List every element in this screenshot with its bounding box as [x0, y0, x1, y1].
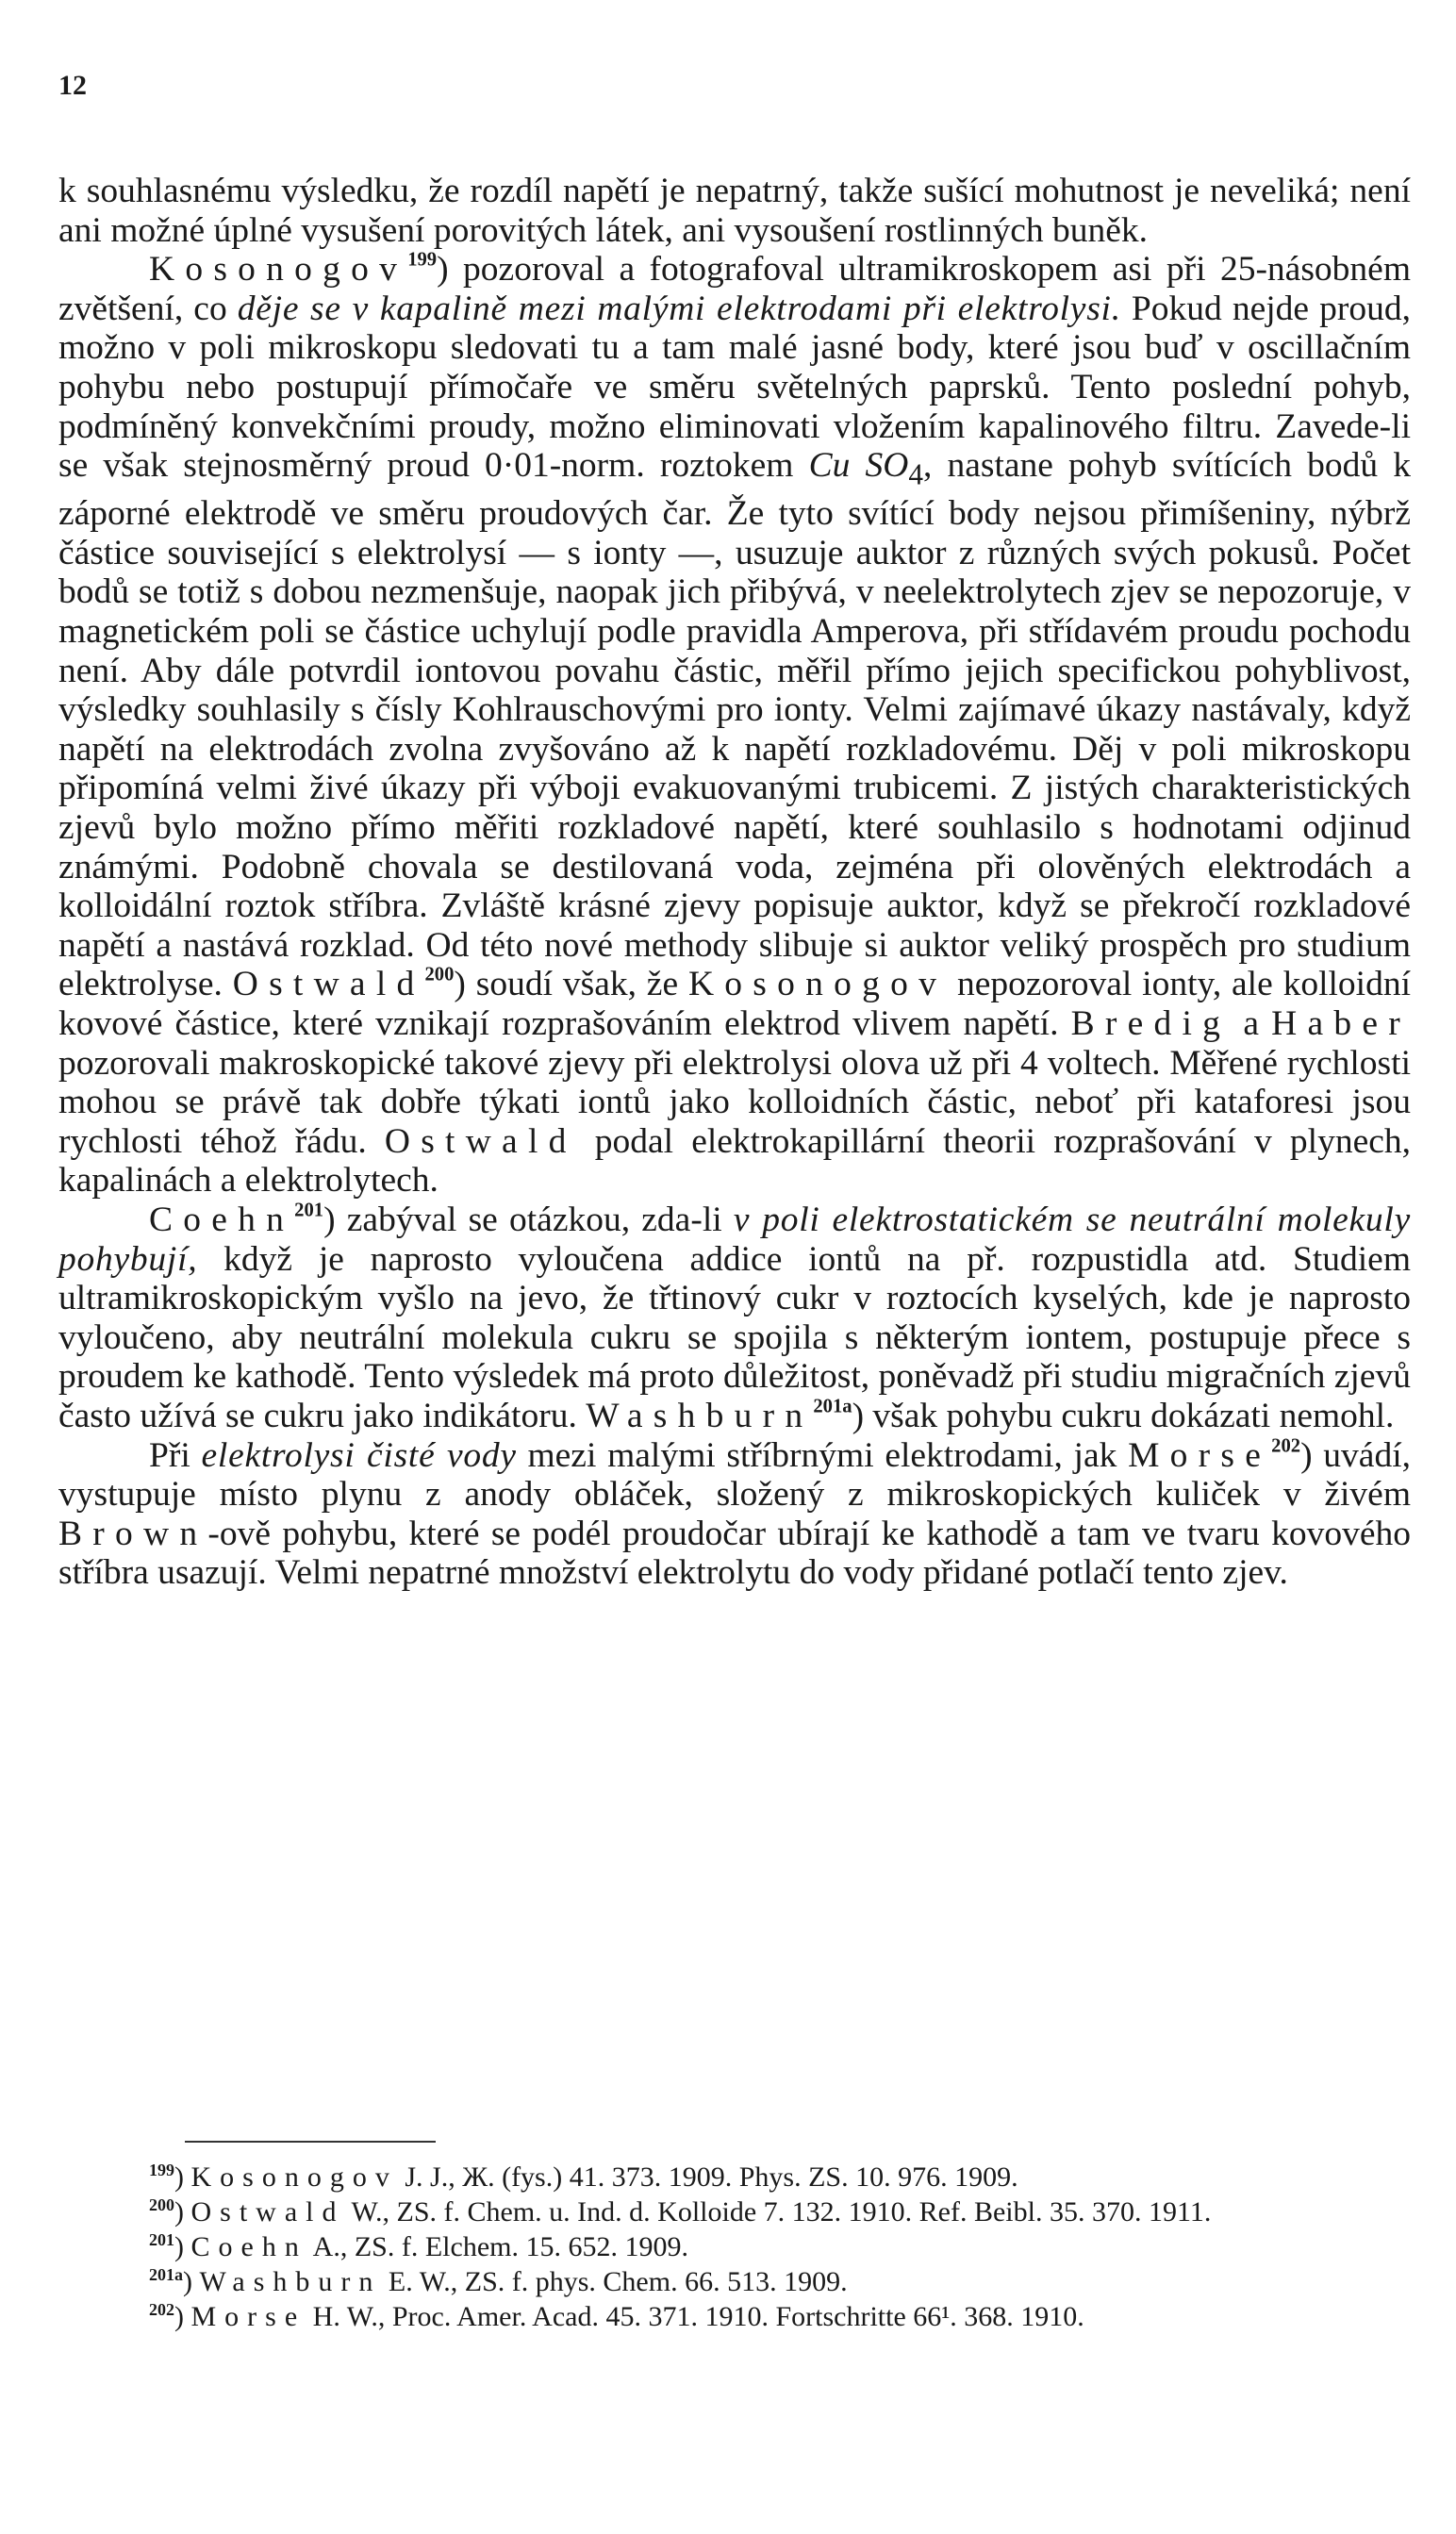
footnote-marker: 202 — [149, 2300, 174, 2320]
author-name: Ostwald — [232, 965, 425, 1004]
footnote-close-paren: ) — [174, 2161, 184, 2193]
emphasis-text: děje se v kapalině mezi malými elektrodami při elektrolysi. — [237, 289, 1121, 328]
author-name: Coehn — [149, 1200, 295, 1239]
footnote-marker: 201a — [149, 2265, 183, 2285]
footnote-close-paren: ) — [174, 2231, 184, 2262]
text-segment: ) uvádí, vystupuje místo plynu z anody obláček, složený z mikroskopických kuliček v živém — [58, 1435, 1411, 1515]
paragraph-1 — [58, 172, 1411, 250]
footnote-text: W., ZS. f. Chem. u. Ind. d. Kolloide 7. 132. 1910. Ref. Beibl. 35. 370. 1911. — [344, 2196, 1212, 2228]
author-name: Morse — [1128, 1435, 1272, 1475]
footnote-ref: 202 — [1271, 1435, 1301, 1457]
footnote-marker: 200 — [149, 2195, 174, 2215]
author-name: Washburn — [586, 1396, 814, 1435]
footnote — [58, 2299, 1411, 2334]
paragraph-4 — [58, 1436, 1411, 1593]
text-segment: Při — [149, 1435, 202, 1475]
footnotes — [58, 2160, 1411, 2334]
footnote-close-paren: ) — [174, 2301, 184, 2332]
footnote-author: Coehn — [190, 2231, 307, 2262]
emphasis-text: v poli elektrostatickém se neutrální molekuly pohybují, — [58, 1200, 1411, 1279]
footnote — [58, 2264, 1411, 2299]
text-segment: nepozoroval ionty, ale kolloidní kovové částice, které vznikají rozprašováním elektrod vlivem napětí. — [58, 965, 1412, 1043]
footnote-ref: 199 — [407, 249, 438, 271]
text-segment: ) soudí však, že — [454, 965, 688, 1004]
footnote-text: H. W., Proc. Amer. Acad. 45. 371. 1910. Fortschritte 66¹. 368. 1910. — [306, 2301, 1084, 2332]
footnote-author: Kosonogov — [190, 2161, 398, 2193]
footnote-text: A., ZS. f. Elchem. 15. 652. 1909. — [306, 2231, 688, 2262]
text-segment: a — [1231, 1003, 1272, 1043]
author-name: Ostwald — [384, 1121, 577, 1161]
author-name: Kosonogov — [687, 965, 948, 1004]
text-segment: ) zabýval se otázkou, zda-li — [323, 1200, 734, 1239]
text-segment: podal elektrokapillární theorii rozprašování v plynech, kapalinách a elektrolytech. — [58, 1121, 1411, 1201]
text-segment: pozorovali makroskopické takové zjevy při elektrolysi olova už při 4 voltech. Měřené rychlosti mohou se právě tak dobře týkati iontů jako kolloidních částic, neboť při kataforesi jsou rychlosti téhož řádu. — [58, 1043, 1411, 1161]
author-name: Bredig — [1070, 1003, 1232, 1043]
footnote-author: Morse — [190, 2301, 306, 2332]
footnote-author: Washburn — [199, 2266, 382, 2297]
footnote-marker: 201 — [149, 2230, 174, 2250]
text-segment: -ově pohybu, které se podél proudočar ubírají ke kathodě a tam ve tvaru kovového stříbra usazují. Velmi nepatrné množství elektrolytu do vody přidané potlačí tento zjev. — [58, 1514, 1411, 1593]
text-segment: ) pozoroval a fotografoval ultramikroskopem asi při 25-násobném zvětšení, co — [58, 250, 1411, 328]
paragraph-3 — [58, 1201, 1411, 1436]
text-segment: ) však pohybu cukru dokázati nemohl. — [852, 1396, 1395, 1435]
footnote — [58, 2160, 1411, 2194]
chemical-formula: Cu SO — [808, 446, 909, 486]
footnote-text: E. W., ZS. f. phys. Chem. 66. 513. 1909. — [381, 2266, 848, 2297]
footnote-marker: 199 — [149, 2161, 174, 2180]
footnote — [58, 2229, 1411, 2264]
emphasis-text: elektrolysi čisté vody — [201, 1435, 517, 1475]
footnote-close-paren: ) — [183, 2266, 192, 2297]
footnote-close-paren: ) — [174, 2196, 184, 2228]
page-number: 12 — [58, 70, 87, 101]
paragraph-1-text: k souhlasnému výsledku, že rozdíl napětí je nepatrný, takže sušící mohutnost je neveliká; není ani možné úplné vysušení porovitých látek, ani vysoušení rostlinných buněk. — [58, 172, 1411, 250]
footnote-ref: 201 — [294, 1200, 324, 1221]
author-name: Brown — [58, 1514, 208, 1553]
formula-subscript: 4 — [908, 457, 923, 491]
text-segment: , nastane pohyb svítících bodů k záporné elektrodě ve směru proudových čar. Že tyto svítící body nejsou přimíšeniny, nýbrž částice související s elektrolysí — s ionty —, usuzuje auktor z různých svých pokusů. Počet bodů se totiž s dobou nezmenšuje, naopak jich přibývá, v neelektrolytech zjev se nepozoruje, v magnetickém poli se částice uchylují podle pravidla Amperova, při střídavém proudu pochodu není. Aby dále potvrdil iontovou povahu částic, měřil přímo jejich specifickou pohyblivost, výsledky souhlasily s čísly Kohlrauschovými pro ionty. Velmi zajímavé úkazy nastávaly, když napětí na elektrodách zvolna zvyšováno až k napětí rozkladovému. Děj v poli mikroskopu připomíná velmi živé úkazy při výboji evakuovanými trubicemi. Z jistých charakteristických zjevů bylo možno přímo měřiti rozkladové napětí, které souhlasilo s hodnotami odjinud známými. Podobně chovala se destilovaná voda, zejména při olověných elektrodách a kolloidální roztok stříbra. Zvláště krásné zjevy popisuje auktor, když se překročí rozkladové napětí a nastává rozklad. Od této nové methody slibuje si auktor veliký prospěch pro studium elektrolyse. — [58, 446, 1411, 1004]
footnote-text: J. J., Ж. (fys.) 41. 373. 1909. Phys. ZS. 10. 976. 1909. — [397, 2161, 1018, 2193]
author-name: Haber — [1271, 1003, 1411, 1043]
text-segment: když je naprosto vyloučena addice iontů na př. rozpustidla atd. Studiem ultramikroskopickým vyšlo na jevo, že třtinový cukr v roztocích kyselých, kde je naprosto vyloučeno, aby neutrální molekula cukru se spojila s některým iontem, postupuje přece s proudem ke kathodě. Tento výsledek má proto důležitost, poněvadž při studiu migračních zjevů často užívá se cukru jako indikátoru. — [58, 1239, 1411, 1435]
footnote-ref: 201a — [813, 1396, 852, 1417]
footnote-ref: 200 — [424, 964, 455, 985]
footnote-divider — [185, 2141, 436, 2143]
text-segment: Pokud nejde proud, možno v poli mikroskopu sledovati tu a tam malé jasné body, které jsou buď v oscillačním pohybu nebo postupují přímočaře ve směru světelných paprsků. Tento poslední pohyb, podmíněný konvekčními proudy, možno eliminovati vložením kapalinového filtru. Zavede-li se však stejnosměrný proud 0·01-norm. roztokem — [58, 289, 1411, 486]
footnote-author: Ostwald — [190, 2196, 345, 2228]
body-text — [58, 172, 1411, 1593]
footnote — [58, 2194, 1411, 2229]
paragraph-2 — [58, 250, 1411, 1201]
author-name: Kosonogov — [149, 250, 408, 290]
text-segment: mezi malými stříbrnými elektrodami, jak — [516, 1435, 1129, 1475]
